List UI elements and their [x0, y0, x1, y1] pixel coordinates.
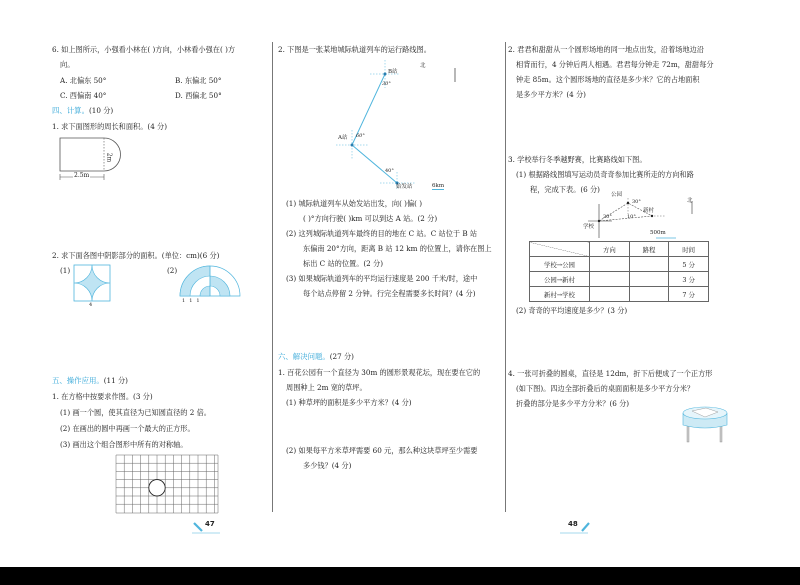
north-label: 北	[420, 63, 426, 69]
right-q3-sub1-line2: 程，完成下表。(6 分)	[530, 185, 600, 194]
section4-q1: 1. 求下面图形的周长和面积。(4 分)	[52, 122, 168, 131]
table-cell: 公园→新村	[530, 272, 590, 287]
table-cell-input[interactable]	[590, 287, 630, 302]
angle-school-label: 30°	[603, 214, 612, 220]
section5-q1: 1. 在方格中按要求作图。(3 分)	[52, 392, 153, 401]
angle-start-label: 40°	[385, 168, 394, 174]
column-divider-right	[505, 42, 506, 512]
section6-q1-sub2-line2: 多少钱？(4 分)	[303, 461, 352, 470]
right-q3-sub1-line1: (1) 根据路线图填写运动员奇奇参加比赛所走的方向和路	[516, 170, 694, 179]
bottom-black-band	[0, 567, 800, 585]
station-a-label: A站	[338, 135, 348, 141]
table-corner-cell	[530, 242, 590, 257]
semicircle-rings-figure	[178, 264, 242, 298]
square-quarter-circles-figure	[73, 264, 111, 302]
tick-2: 1	[189, 298, 197, 304]
middle-q2-title: 2. 下图是一张某地城际轨道列车的运行路线图。	[278, 45, 431, 54]
section6-title: 六、解决问题。	[278, 352, 330, 361]
table-header: 路程	[629, 242, 669, 257]
q6-option-a: A. 北偏东 50°	[60, 76, 107, 85]
table-header: 时间	[669, 242, 709, 257]
q6-option-c: C. 西偏南 40°	[60, 91, 107, 100]
tick-1: 1	[182, 298, 190, 304]
section6-q1-sub1: (1) 种草坪的面积是多少平方米？(4 分)	[286, 398, 412, 407]
right-q3-line: 3. 学校举行冬季越野赛，比赛路线如下图。	[508, 155, 647, 164]
map-scale-500m: 500m	[650, 230, 666, 236]
section5-sub1: (1) 画一个圆，使其直径为已知圆直径的 2 倍。	[60, 408, 211, 417]
table-cell-input[interactable]	[590, 257, 630, 272]
middle-sub1-line1: (1) 城际轨道列车从始发站出发，向( )偏( )	[286, 199, 423, 208]
section5-sub2: (2) 在画出的圆中再画一个最大的正方形。	[60, 424, 195, 433]
section5-title: 五、操作应用。	[52, 376, 104, 385]
table-header-row	[530, 242, 709, 257]
angle-a-label: 60°	[356, 133, 365, 139]
section6-q1-line1: 1. 百花公园有一个直径为 30m 的圆形景观花坛，现在要在它的	[278, 368, 481, 377]
pencil-icon	[192, 520, 238, 534]
section5-sub3: (3) 画出这个组合图形中所有的对称轴。	[60, 440, 188, 449]
section5-score: (11 分)	[103, 376, 128, 385]
q6-option-d: D. 西偏北 50°	[175, 91, 222, 100]
table-cell: 学校→公园	[530, 257, 590, 272]
section4-heading	[52, 106, 113, 116]
right-q2-line1: 2. 君君和甜甜从一个圆形场地的同一地点出发，沿着场地边沿	[508, 45, 705, 54]
middle-sub3-line1: (3) 如果城际轨道列车的平均运行速度是 200 千米/时，途中	[286, 274, 478, 283]
table-cell-input[interactable]	[590, 272, 630, 287]
section6-heading	[278, 352, 354, 362]
table-row	[530, 287, 709, 302]
right-q2-line2: 相背而行，4 分钟后两人相遇。君君每分钟走 72m，甜甜每分	[516, 60, 714, 69]
right-q2-line3: 钟走 85m。这个圆形场地的直径是多少米？它的占地面积	[516, 75, 700, 84]
angle-b-label: 30°	[382, 81, 391, 87]
right-q4-line3: 折叠的部分是多少平方分米？(6 分)	[516, 399, 630, 408]
page-number-48: 48	[568, 520, 578, 528]
section6-score: (27 分)	[329, 352, 354, 361]
section4-q2: 2. 求下面各图中阴影部分的面积。(单位：cm)(6 分)	[52, 251, 220, 260]
q6-line2: 向。	[60, 60, 75, 69]
page-footer-48	[556, 519, 602, 538]
angle-park-label: 30°	[632, 199, 641, 205]
right-q2-line4: 是多少平方米？(4 分)	[516, 90, 586, 99]
q6-line1: 6. 如上图所示，小强看小林在( )方向，小林看小强在( )方	[52, 45, 236, 54]
q6-option-b: B. 东偏北 50°	[175, 76, 222, 85]
drawing-grid	[115, 454, 219, 514]
train-route-map	[330, 60, 460, 190]
table-cell: 新村→学校	[530, 287, 590, 302]
pencil-icon	[556, 520, 602, 534]
column-divider-left	[272, 42, 273, 512]
section4-title: 四、计算。	[52, 106, 89, 115]
right-q3-sub2: (2) 奇奇的平均速度是多少？(3 分)	[516, 306, 628, 315]
right-q4-line1: 4. 一张可折叠的圆桌，直径是 12dm，折下后便成了一个正方形	[508, 369, 713, 378]
fig-a-side-label: 4	[89, 302, 93, 308]
fig-a-label: (1)	[60, 266, 71, 275]
table-cell: 5 分	[669, 257, 709, 272]
folding-table-illustration	[680, 403, 730, 443]
section4-score: (10 分)	[88, 106, 114, 115]
table-row	[530, 272, 709, 287]
rectangle-semicircle-figure	[58, 136, 138, 184]
middle-sub2-line1: (2) 这列城际轨道列车最终的目的地在 C 站。C 站位于 B 站	[286, 229, 478, 238]
page-footer-47	[192, 519, 238, 538]
section6-q1-sub2-line1: (2) 如果每平方米草坪需要 60 元，那么种这块草坪至少需要	[286, 446, 478, 455]
section5-heading	[52, 376, 128, 386]
right-q4-line2: (如下图)。四边全部折叠后的桌面面积是多少平方分米？	[516, 384, 695, 393]
table-cell-input[interactable]	[629, 257, 669, 272]
fig-b-ticks	[182, 298, 204, 304]
section6-q1-line2: 周围种上 2m 宽的草坪。	[286, 383, 367, 392]
park-label: 公园	[611, 192, 623, 198]
middle-sub2-line3: 标出 C 站的位置。(2 分)	[303, 259, 384, 268]
tick-3: 1	[196, 298, 204, 304]
fig1-width-label: 2.5m	[74, 172, 90, 179]
station-start-label: 始发站	[396, 184, 413, 190]
school-label: 学校	[583, 224, 595, 230]
angle-village-label: 10°	[627, 214, 636, 220]
table-header: 方向	[590, 242, 630, 257]
table-cell: 3 分	[669, 272, 709, 287]
fig1-height-label: 2m	[105, 152, 113, 163]
table-row	[530, 257, 709, 272]
table-cell-input[interactable]	[629, 272, 669, 287]
route-table	[529, 241, 709, 302]
table-cell: 7 分	[669, 287, 709, 302]
village-label: 新村	[643, 208, 655, 214]
fig-b-label: (2)	[167, 266, 178, 275]
north-label-right: 北	[687, 198, 693, 204]
page-number-47: 47	[205, 520, 215, 528]
middle-sub3-line2: 每个站点停留 2 分钟。行完全程需要多长时间？(4 分)	[303, 289, 476, 298]
station-b-label: B站	[388, 69, 398, 75]
table-cell-input[interactable]	[629, 287, 669, 302]
map-scale-6km: 6km	[432, 183, 445, 189]
middle-sub1-line2: ( )°方向行驶( )km 可以到达 A 站。(2 分)	[303, 214, 438, 223]
middle-sub2-line2: 东偏南 20°方向，距离 B 站 12 km 的位置上，请你在图上	[303, 244, 492, 253]
